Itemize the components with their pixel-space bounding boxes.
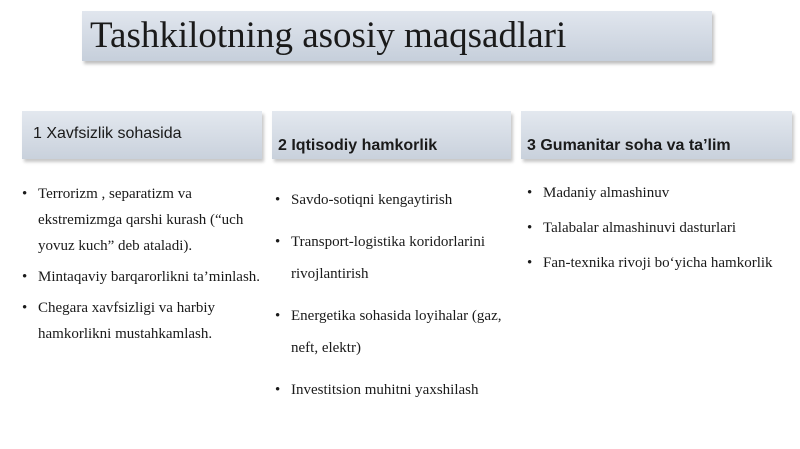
slide-title: Tashkilotning asosiy maqsadlari [90, 15, 567, 56]
list-item: • Madaniy almashinuv [527, 180, 792, 206]
title-banner [82, 11, 712, 61]
list-item: • Investitsion muhitni yaxshilash [275, 374, 515, 406]
list-item: • Fan-texnika rivoji bo‘yicha hamkorlik [527, 250, 792, 276]
column-heading-economic: 2 Iqtisodiy hamkorlik [278, 137, 438, 154]
list-item: • Terrorizm , separatizm va ekstremizmga qarshi kurash (“uch yovuz kuch” deb ataladi). [22, 181, 262, 259]
column-heading-security: 1 Xavfsizlik sohasida [33, 125, 182, 142]
security-goals-list [22, 181, 262, 352]
column-header-security [22, 111, 262, 159]
column-heading-humanitarian: 3 Gumanitar soha va ta’lim [527, 137, 731, 154]
list-item: • Energetika sohasida loyihalar (gaz, neft, elektr) [275, 300, 515, 364]
list-item: • Transport-logistika koridorlarini rivojlantirish [275, 226, 515, 290]
column-header-humanitarian [521, 111, 792, 159]
list-item: • Mintaqaviy barqarorlikni ta’minlash. [22, 264, 262, 290]
column-header-economic [272, 111, 511, 159]
list-item: • Chegara xavfsizligi va harbiy hamkorlikni mustahkamlash. [22, 295, 262, 347]
economic-goals-list [275, 184, 515, 416]
list-item: • Talabalar almashinuvi dasturlari [527, 215, 792, 241]
list-item: • Savdo-sotiqni kengaytirish [275, 184, 515, 216]
humanitarian-goals-list [527, 180, 792, 285]
